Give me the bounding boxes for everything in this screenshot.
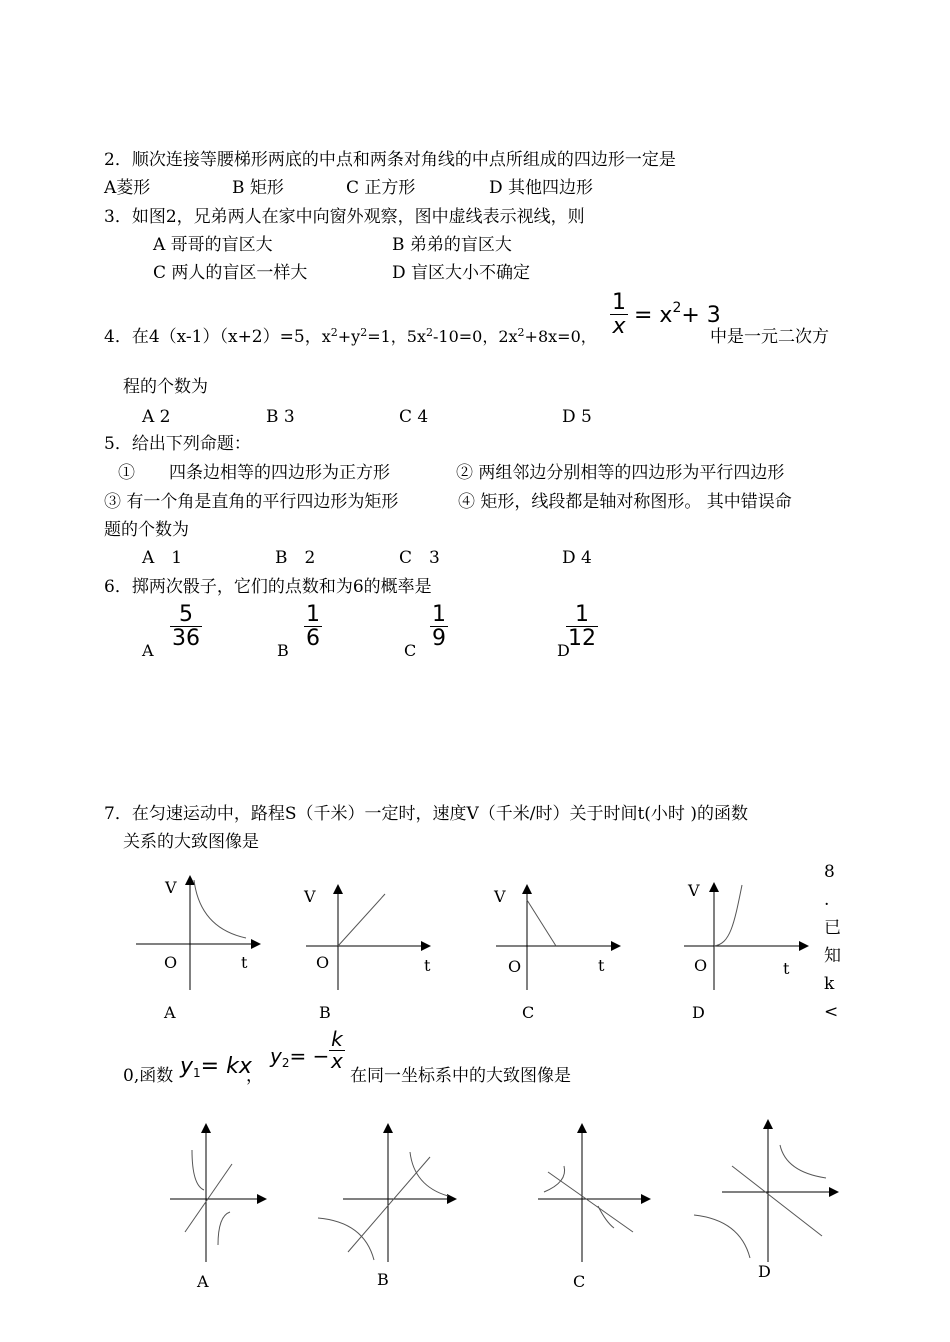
q4-sup: 2 [330, 326, 338, 339]
q6-option-c-label: C [404, 641, 417, 660]
q4-option-b: B 3 [266, 407, 295, 427]
q7-a-origin: O [164, 953, 178, 972]
q5-proposition-2: ② 两组邻边分别相等的四边形为平行四边形 [456, 463, 785, 483]
q8-vertical-char: < [824, 1002, 839, 1022]
q4-rhs-x: = x [634, 303, 673, 328]
q4-eq-part4: -10=0，2x [432, 327, 518, 346]
q8-graph-c [538, 1124, 650, 1291]
q5-proposition-1: ① 四条边相等的四边形为正方形 [118, 463, 390, 483]
q7-c-label: C [522, 1003, 535, 1022]
q8-graph-d [694, 1120, 838, 1281]
q8-y1-rhs: = kx [200, 1054, 252, 1079]
q6-stem: 6．掷两次骰子，它们的点数和为6的概率是 [104, 577, 432, 597]
q7-a-label: A [164, 1003, 176, 1022]
q8-c-label: C [573, 1272, 586, 1291]
q8-b-label: B [377, 1270, 389, 1289]
q8-graph-b [318, 1124, 456, 1289]
q8-prefix: 0,函数 [123, 1066, 174, 1086]
q5-proposition-4: ④ 矩形，线段都是轴对称图形。 其中错误命 [458, 492, 792, 512]
q5-proposition-3: ③ 有一个角是直角的平行四边形为矩形 [104, 492, 399, 512]
q5-stem-cont: 题的个数为 [104, 520, 189, 540]
q4-option-a: A 2 [142, 407, 171, 427]
q4-rhs-tail: + 3 [681, 303, 721, 328]
q8-suffix: 在同一坐标系中的大致图像是 [350, 1066, 571, 1086]
q4-suffix: 中是一元二次方 [710, 327, 829, 347]
q6-option-a-label: A [142, 641, 154, 660]
q4-option-c: C 4 [399, 407, 429, 427]
q4-sup: 2 [425, 326, 433, 339]
q6-d-den: 12 [568, 626, 596, 652]
q2-option-b: B 矩形 [232, 178, 284, 198]
q8-d-label: D [758, 1262, 771, 1281]
q5-option-a: A 1 [142, 548, 183, 568]
q8-graph-a [170, 1124, 266, 1291]
q2-option-d: D 其他四边形 [489, 178, 594, 198]
q4-eq-part5: +8x=0， [524, 327, 597, 346]
q6-b-num: 1 [306, 602, 320, 627]
q6-c-num: 1 [432, 602, 446, 627]
q8-y1-lhs: y [180, 1054, 194, 1079]
q7-b-axis-v: V [304, 887, 316, 906]
q6-a-den: 36 [172, 626, 200, 652]
q5-option-b: B 2 [275, 548, 316, 568]
q7-c-origin: O [508, 957, 522, 976]
q6-option-d-label: D [557, 641, 570, 660]
q7-c-axis-v: V [494, 887, 506, 906]
q4-frac-den: x [612, 314, 626, 340]
q4-eq-part2: +y [337, 327, 361, 346]
q8-y2-sub: 2 [281, 1056, 290, 1070]
q4-sup: 2 [517, 326, 525, 339]
q6-d-num: 1 [575, 602, 589, 627]
q7-a-axis-t: t [241, 953, 248, 972]
q8-y2-y: y [270, 1044, 282, 1068]
q3-stem: 3．如图2，兄弟两人在家中向窗外观察，图中虚线表示视线，则 [104, 207, 585, 227]
q3-option-b: B 弟弟的盲区大 [392, 235, 512, 255]
q8-vertical-char: 已 [824, 918, 841, 938]
q3-option-c: C 两人的盲区一样大 [153, 263, 308, 283]
q4-eq-part1: x [321, 327, 331, 346]
q8-vertical-char: . [824, 890, 830, 910]
q2-stem: 2．顺次连接等腰梯形两底的中点和两条对角线的中点所组成的四边形一定是 [104, 150, 676, 170]
q6-option-b-label: B [277, 641, 289, 660]
q4-stem-cont: 程的个数为 [123, 377, 208, 397]
q5-option-d: D 4 [562, 548, 592, 568]
q8-vertical-char: 8 [824, 862, 835, 882]
q5-option-c: C 3 [399, 548, 440, 568]
q4-sup: 2 [360, 326, 368, 339]
q6-a-num: 5 [179, 602, 193, 627]
q7-d-axis-v: V [688, 881, 700, 900]
q7-b-axis-t: t [424, 956, 431, 975]
q8-y2-den: x [331, 1049, 343, 1073]
q8-y2-eq: = − [289, 1044, 330, 1068]
q7-stem: 7．在匀速运动中，路程S（千米）一定时，速度V（千米/时）关于时间t(小时 )的函数 [104, 804, 748, 824]
q4-frac-num: 1 [612, 290, 626, 315]
q8-a-label: A [197, 1272, 209, 1291]
q8-comma: ， [246, 1066, 263, 1086]
q6-b-den: 6 [306, 626, 320, 652]
q6-c-den: 9 [432, 626, 446, 652]
q8-vertical-char: 知 [824, 946, 841, 966]
q7-b-origin: O [316, 953, 330, 972]
q8-y2-num: k [331, 1027, 343, 1051]
q3-option-d: D 盲区大小不确定 [392, 263, 531, 283]
q4-eq-part3: =1，5x [367, 327, 426, 346]
q4-option-d: D 5 [562, 407, 592, 427]
q7-d-axis-t: t [783, 959, 790, 978]
q7-stem-cont: 关系的大致图像是 [123, 832, 259, 852]
q7-a-axis-v: V [165, 878, 177, 897]
q5-stem: 5．给出下列命题： [104, 434, 251, 454]
q7-d-origin: O [694, 956, 708, 975]
q2-option-c: C 正方形 [346, 178, 416, 198]
q8-y1-sub: 1 [193, 1066, 201, 1080]
q4-prefix: 4．在4（x-1）（x+2）=5， [104, 327, 322, 347]
q7-b-label: B [319, 1003, 331, 1022]
q3-option-a: A 哥哥的盲区大 [153, 235, 273, 255]
q8-vertical-char: k [824, 974, 835, 994]
q2-option-a: A菱形 [104, 178, 151, 198]
q4-rhs-sup: 2 [672, 300, 682, 316]
q7-d-label: D [692, 1003, 705, 1022]
q7-c-axis-t: t [598, 956, 605, 975]
